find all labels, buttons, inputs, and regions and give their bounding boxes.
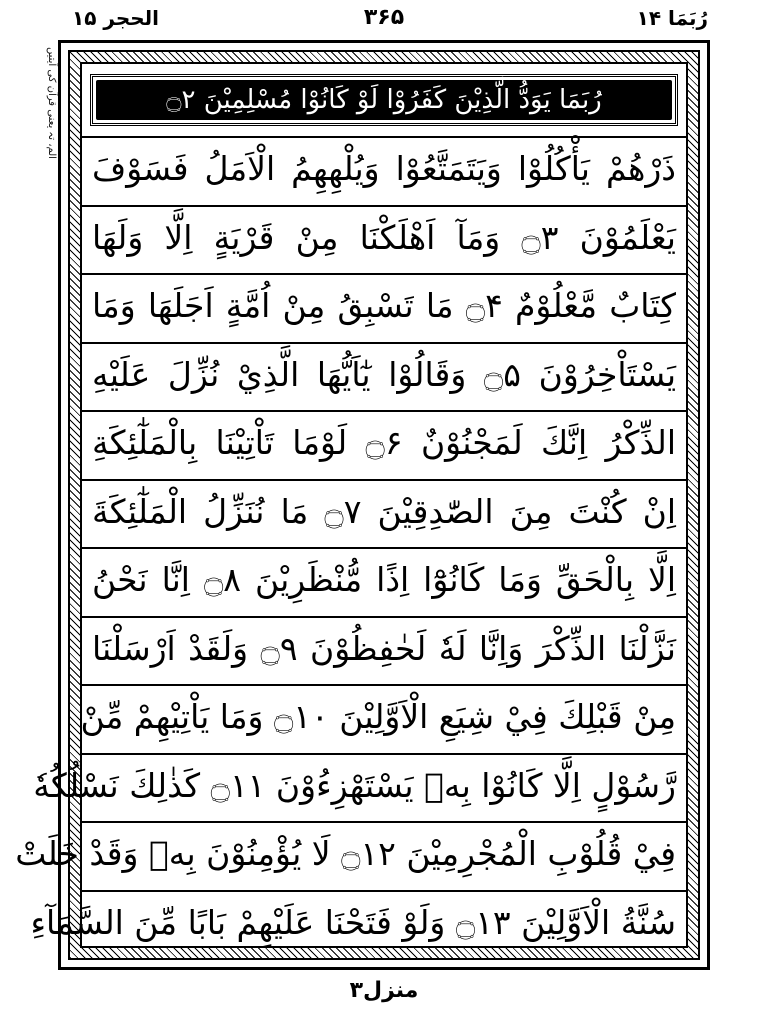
page-number: ۳۶۵ xyxy=(363,5,405,30)
verse-line-1: ذَرْهُمْ يَأْكُلُوْا وَيَتَمَتَّعُوْا وَيُلْهِهِمُ الْاَمَلُ فَسَوْفَ xyxy=(82,136,686,205)
verse-line-4: يَسْتَاْخِرُوْنَ ۝۵ وَقَالُوْا يٰٓاَيُّهَا الَّذِيْ نُزِّلَ عَلَيْهِ xyxy=(82,342,686,411)
manzil-label: منزل۳ xyxy=(349,978,419,1003)
banner-text: رُبَمَا يَوَدُّ الَّذِيْنَ كَفَرُوْا لَوْ كَانُوْا مُسْلِمِيْنَ ۝۲ xyxy=(96,80,672,120)
verse-banner xyxy=(90,74,678,126)
verse-line-2: يَعْلَمُوْنَ ۝۳ وَمَآ اَهْلَكْنَا مِنْ قَرْيَةٍ اِلَّا وَلَهَا xyxy=(82,205,686,274)
verse-line-8: نَزَّلْنَا الذِّكْرَ وَاِنَّا لَهٗ لَحٰفِظُوْنَ ۝۹ وَلَقَدْ اَرْسَلْنَا xyxy=(82,616,686,685)
verse-line-3: كِتَابٌ مَّعْلُوْمٌ ۝۴ مَا تَسْبِقُ مِنْ اُمَّةٍ اَجَلَهَا وَمَا xyxy=(82,273,686,342)
verse-line-11: فِيْ قُلُوْبِ الْمُجْرِمِيْنَ ۝۱۲ لَا يُؤْمِنُوْنَ بِهٖ وَقَدْ خَلَتْ xyxy=(82,821,686,890)
verse-line-5: الذِّكْرُ اِنَّكَ لَمَجْنُوْنٌ ۝۶ لَوْمَا تَاْتِيْنَا بِالْمَلٰٓئِكَةِ xyxy=(82,410,686,479)
verse-line-6: اِنْ كُنْتَ مِنَ الصّٰدِقِيْنَ ۝۷ مَا نُنَزِّلُ الْمَلٰٓئِكَةَ xyxy=(82,479,686,548)
header-surah-name: الحجر ۱۵ xyxy=(72,6,160,30)
verse-lines xyxy=(15,136,686,946)
margin-note: الم، تہ یعنی قرآن کی آیتیں xyxy=(46,47,57,159)
header-juz-name: رُبَمَا ۱۴ xyxy=(636,6,708,30)
verse-line-10: رَّسُوْلٍ اِلَّا كَانُوْا بِهٖ يَسْتَهْزِءُوْنَ ۝۱۱ كَذٰلِكَ نَسْلُكُهٗ xyxy=(82,753,686,822)
verse-line-9: مِنْ قَبْلِكَ فِيْ شِيَعِ الْاَوَّلِيْنَ ۝۱۰ وَمَا يَاْتِيْهِمْ مِّنْ xyxy=(82,684,686,753)
verse-line-7: اِلَّا بِالْحَقِّ وَمَا كَانُوْٓا اِذًا مُّنْظَرِيْنَ ۝۸ اِنَّا نَحْنُ xyxy=(82,547,686,616)
verse-line-12: سُنَّةُ الْاَوَّلِيْنَ ۝۱۳ وَلَوْ فَتَحْنَا عَلَيْهِمْ بَابًا مِّنَ السَّمَآءِ xyxy=(82,890,686,959)
